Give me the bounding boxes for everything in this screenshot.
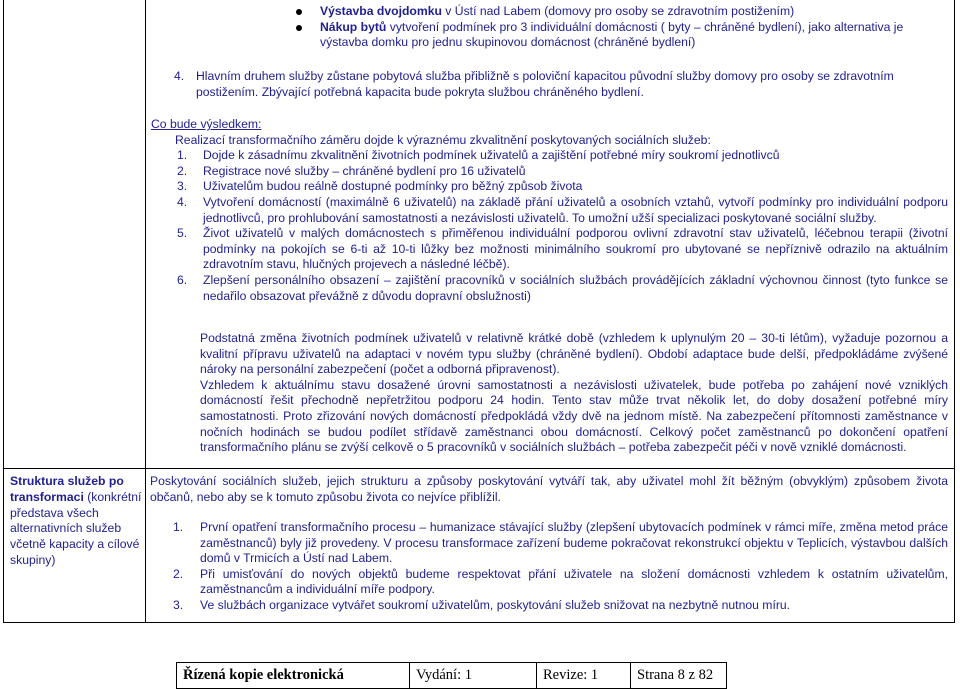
- structure-intro: Poskytování sociálních služeb, jejich strukturu a způsoby poskytování vytváří tak, aby uživatel mohl žít běžným (obvyklým) způsobem života občanů, nebo aby se k tomuto způsobu života co nejvíce přiblížil.: [150, 474, 948, 504]
- outcome-num: 2.: [177, 163, 188, 178]
- structure-text: První opatření transformačního procesu – humanizace stávající služby (zlepšení ubytovacích podmínek v rámci míře, změna metod práce zaměstnanců) byly již provedeny. V procesu transformace zařízení budeme pokračovat rekonstrukcí objektu v Teplicích, výstavbou dalších domů v Trmicích a Ústí nad Labem.: [200, 520, 948, 566]
- numbered-item-4: [174, 69, 946, 100]
- structure-list: [173, 520, 948, 614]
- structure-item: [173, 597, 948, 614]
- footer-strana: Strana 8 z 82: [630, 663, 726, 688]
- outcome-num: 1.: [177, 148, 188, 163]
- paragraph: Vzhledem k aktuálnímu stavu dosažené úrovni samostatnosti a nezávislosti uživatelek, bude potřeba po zahájení nové vzniklých domácností řešit přechodně nepřetržitou podporu 24 hodin. Tento stav může trvat několik let, do doby dosažení potřebné míry samostatnosti. Proto zřizování nových domácností předpokládá vždy dvě na jednom místě. Na zabezpečení přítomnosti zaměstnance v nočních hodinách se budou podílet střídavě zaměstnanci obou domácností. Celkový počet zaměstnanců po dokončení opatření transformačního plánu se zvýší celkově o 5 pracovníků v sociálních službách – potřeba zabezpečit péči v nově vzniklé domácnosti.: [200, 377, 948, 455]
- outcome-item: [177, 226, 948, 273]
- bullet-list: [296, 4, 946, 51]
- row-divider: [4, 468, 954, 469]
- outcome-text: Vytvoření domácností (maximálně 6 uživatelů) na základě přání uživatelů a osobních vztahů, vytvoří podmínky pro individuální podporu jednotlivců, pro prohlubování samostatnosti a nezávislosti uživatelů. To umožní užší specializaci poskytované sociální služby.: [203, 194, 948, 225]
- bullet-bold: Nákup bytů: [320, 19, 387, 34]
- structure-num: 3.: [173, 597, 184, 612]
- outcome-item: [177, 272, 948, 304]
- item-number: 4.: [174, 69, 185, 83]
- structure-text: Při umisťování do nových objektů budeme respektovat přání uživatele na složení domácnosti vzhledem k ostatním uživatelům, zaměstnancům a individuální míře podpory.: [200, 566, 948, 597]
- outcome-intro: Realizací transformačního záměru dojde k výraznému zkvalitnění poskytovaných sociálních služeb:: [175, 132, 711, 147]
- structure-label-bold: Struktura služeb po transformaci: [10, 474, 124, 504]
- outcome-num: 6.: [177, 272, 188, 287]
- item-text: Hlavním druhem služby zůstane pobytová služba přibližně s poloviční kapacitou původní služby domovy pro osoby se zdravotním postižením. Zbývající potřebná kapacita bude pokryta službou chráněného bydlení.: [196, 69, 894, 99]
- outcome-text: Zlepšení personálního obsazení – zajištění pracovníků v sociálních službách provádějících základní výchovnou činnost (tyto funkce se nedařilo obsazovat převážně z důvodu dopravní obslužnosti): [203, 272, 948, 303]
- outcome-heading: Co bude výsledkem:: [151, 117, 262, 131]
- outcome-item: [177, 163, 948, 180]
- footer-revize: Revize: 1: [536, 663, 630, 688]
- footer-vydani: Vydání: 1: [409, 663, 536, 688]
- footer-table: [176, 662, 727, 689]
- structure-text: Ve službách organizace vytvářet soukromí uživatelům, poskytování služeb snižovat na nezbytně nutnou míru.: [200, 597, 791, 612]
- bullet-text: v Ústí nad Labem (domovy pro osoby se zdravotním postižením): [441, 4, 795, 18]
- outcome-num: 4.: [177, 194, 188, 209]
- footer-label: Řízená kopie elektronická: [183, 667, 344, 683]
- bullet-item: [296, 20, 946, 51]
- outcome-text: Uživatelům budou reálně dostupné podmínky pro běžný způsob života: [203, 179, 583, 194]
- outcome-text: Dojde k zásadnímu zkvalitnění životních podmínek uživatelů a zajištění potřebné míry soukromí jednotlivců: [203, 148, 780, 163]
- outcome-num: 3.: [177, 179, 188, 194]
- paragraph: Podstatná změna životních podmínek uživatelů v relativně krátké době (vzhledem k uplynulým 20 – 30-ti létům), vyžaduje pozornou a kvalitní přípravu uživatelů na adaptaci v novém typu služby (chráněné bydlení). Období adaptace bude delší, předpokládáme zvýšené nároky na personální zabezpečení (počet a odborná připravenost).: [200, 331, 948, 377]
- structure-label-rest: (konkrétní představa všech alternativních služeb včetně kapacity a cílové skupiny): [10, 489, 142, 567]
- bullet-item: [296, 4, 946, 20]
- outcome-text: Registrace nové služby – chráněné bydlení pro 16 uživatelů: [203, 163, 526, 178]
- outcome-item: [177, 194, 948, 226]
- bullet-bold: Výstavba dvojdomku: [320, 4, 442, 18]
- paragraph-block: [200, 331, 948, 456]
- structure-item: [173, 520, 948, 567]
- outcome-num: 5.: [177, 226, 188, 241]
- structure-num: 1.: [173, 520, 184, 534]
- outcome-section: [151, 117, 948, 304]
- outcome-item: [177, 179, 948, 195]
- structure-item: [173, 566, 948, 598]
- outcome-item: [177, 148, 948, 164]
- bullet-text: vytvoření podmínek pro 3 individuální domácnosti ( byty – chráněné bydlení), jako alternativa je výstavba domku pro jednu skupinovou domácnost (chráněné bydlení): [320, 19, 904, 50]
- structure-num: 2.: [173, 566, 184, 581]
- structure-label: [10, 474, 142, 569]
- outcome-list: [151, 148, 948, 304]
- outcome-text: Život uživatelů v malých domácnostech s přiměřenou individuální podporou ovlivní zdravotní stav uživatelů, léčebnou terapii (životní podmínky na pokojích se 6-ti až 10-ti lůžky bez možnosti minimálního soukromí pro ubytované se nepříznivě odrazilo na aktuálním zdravotním stavu, hlučných projevech a následné léčbě).: [203, 226, 948, 272]
